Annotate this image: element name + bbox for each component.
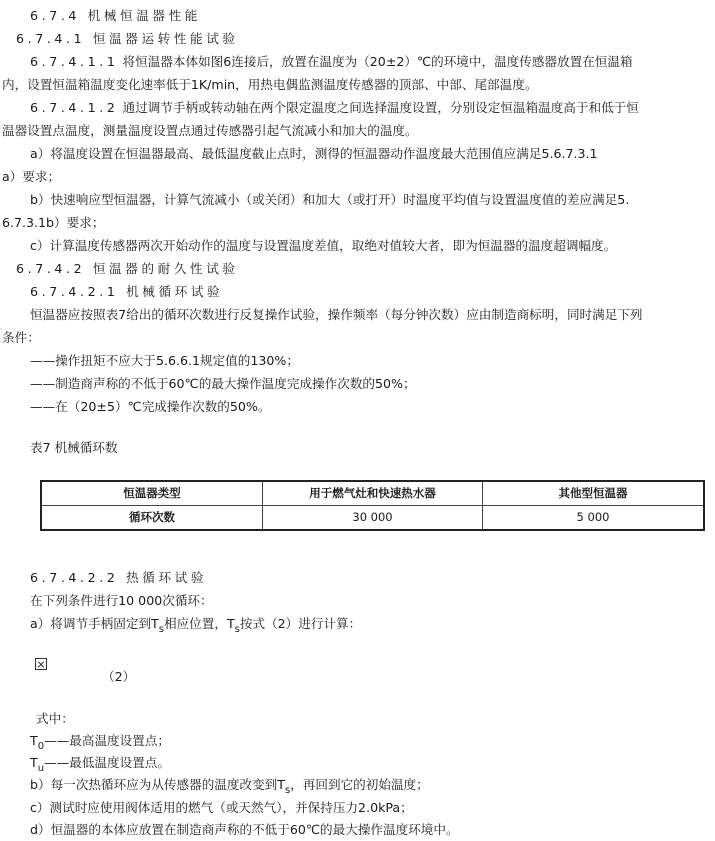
subscript: s	[284, 785, 291, 796]
table-header-row	[41, 481, 704, 506]
heat-cycle-intro: 在下列条件进行10 000次循环：	[30, 593, 213, 608]
definition-text: ——最高温度设置点；	[44, 733, 171, 748]
table-header-cell: 其他型恒温器	[483, 481, 705, 506]
symbol: T	[30, 733, 38, 748]
where-label: 式中：	[36, 711, 74, 726]
condition-dash-2: ——制造商声称的不低于60℃的最大操作温度完成操作次数的50%；	[30, 376, 416, 391]
heat-item-a-text: 相应位置，T	[163, 616, 235, 631]
paragraph-6-7-4-1-1-line1	[30, 50, 633, 73]
heat-item-a	[30, 612, 361, 637]
section-heading-6-7-4: 6.7.4 机械恒温器性能	[30, 8, 202, 23]
section-heading-6-7-4-2-2: 6.7.4.2.2 热循环试验	[30, 570, 208, 585]
clause-text: 通过调节手柄或转动轴在两个限定温度之间选择温度设置，分别设定恒温箱温度高于和低于恒	[122, 100, 639, 115]
subscript: 0	[37, 741, 45, 752]
cycle-paragraph-line1: 恒温器应按照表7给出的循环次数进行反复操作试验，操作频率（每分钟次数）应由制造商标明，同时满足下列	[30, 307, 643, 322]
table-row	[41, 506, 704, 531]
definition-text: ——最低温度设置点。	[44, 755, 170, 770]
broken-image-icon	[35, 658, 47, 670]
table-cell: 5 000	[483, 506, 705, 531]
heat-item-b	[30, 773, 429, 798]
heat-item-d: d）恒温器的本体应放置在制造商声称的不低于60℃的最大操作温度环境中。	[30, 822, 459, 837]
subscript: s	[158, 624, 164, 635]
subscript: s	[234, 624, 240, 635]
table-header-cell: 恒温器类型	[41, 481, 263, 506]
table-row-label: 循环次数	[41, 506, 263, 531]
cycle-paragraph-line2: 条件：	[2, 330, 40, 345]
list-item-a-line2: a）要求；	[2, 169, 61, 184]
condition-dash-1: ——操作扭矩不应大于5.6.6.1规定值的130%；	[30, 353, 299, 368]
paragraph-6-7-4-1-2-line1	[30, 96, 639, 119]
table-caption: 表7 机械循环数	[30, 440, 118, 455]
paragraph-6-7-4-1-1-line2: 内，设置恒温箱温度变化速率低于1K/min，用热电偶监测温度传感器的顶部、中部、尾部温度。	[2, 77, 538, 92]
formula-number: （2）	[102, 669, 136, 684]
table-cell: 30 000	[263, 506, 483, 531]
heat-item-a-text: a）将调节手柄固定到T	[30, 616, 159, 631]
heat-item-b-text: ，再回到它的初始温度；	[290, 777, 429, 792]
mechanical-cycle-table	[40, 480, 705, 531]
clause-number: 6.7.4.1.1	[30, 54, 119, 69]
section-heading-6-7-4-2-1: 6.7.4.2.1 机械循环试验	[30, 284, 224, 299]
list-item-b-line1: b）快速响应型恒温器，计算气流减小（或关闭）和加大（或打开）时温度平均值与设置温度值的差应满足5.	[30, 192, 630, 207]
section-heading-6-7-4-1: 6.7.4.1 恒温器运转性能试验	[16, 31, 239, 46]
heat-item-a-text: 按式（2）进行计算：	[239, 616, 362, 631]
clause-text: 将恒温器本体如图6连接后，放置在温度为（20±2）℃的环境中，温度传感器放置在恒温箱	[122, 54, 633, 69]
list-item-b-line2: 6.7.3.1b）要求；	[2, 215, 105, 230]
table-header-cell: 用于燃气灶和快速热水器	[263, 481, 483, 506]
symbol: T	[30, 755, 38, 770]
list-item-a-line1: a）将温度设置在恒温器最高、最低温度截止点时，测得的恒温器动作温度最大范围值应满足5.6.7.3.1	[30, 146, 598, 161]
clause-number: 6.7.4.1.2	[30, 100, 119, 115]
section-heading-6-7-4-2: 6.7.4.2 恒温器的耐久性试验	[16, 261, 239, 276]
subscript: u	[37, 763, 45, 774]
list-item-c: c）计算温度传感器两次开始动作的温度与设置温度差值，取绝对值较大者，即为恒温器的温度超调幅度。	[30, 238, 617, 253]
condition-dash-3: ——在（20±5）℃完成操作次数的50%。	[30, 399, 271, 414]
heat-item-c: c）测试时应使用阀体适用的燃气（或天然气），并保持压力2.0kPa；	[30, 800, 413, 815]
paragraph-6-7-4-1-2-line2: 温器设置点温度，测量温度设置点通过传感器引起气流减小和加大的温度。	[2, 123, 418, 138]
heat-item-b-text: b）每一次热循环应为从传感器的温度改变到T	[30, 777, 285, 792]
